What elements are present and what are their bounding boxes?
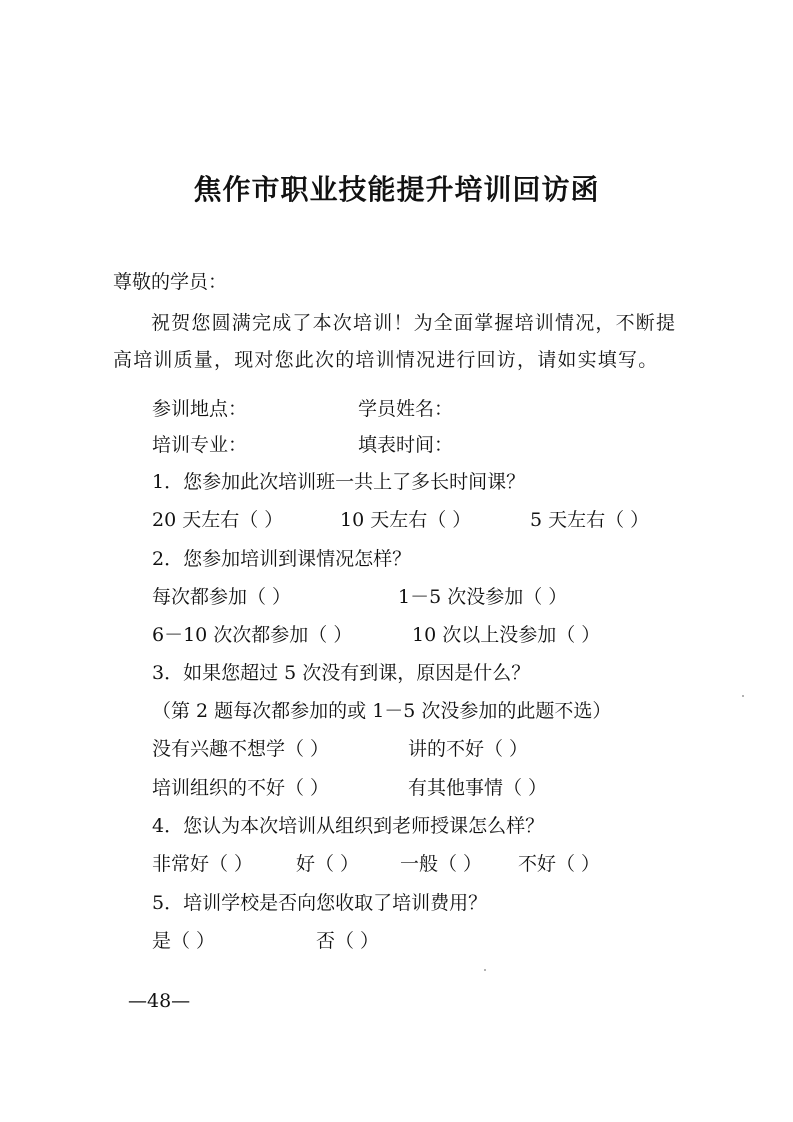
salutation: 尊敬的学员： [113,271,228,293]
question-5: 5．培训学校是否向您收取了培训费用？ [152,892,488,914]
q3-option-other-matters: 有其他事情（ ） [408,777,548,799]
intro-paragraph: 祝贺您圆满完成了本次培训！为全面掌握培训情况，不断提高培训质量，现对您此次的培训情况进行回访，请如实填写。 [113,312,677,371]
q5-option-yes: 是（ ） [152,930,216,952]
q2-option-1-5-missed: 1－5 次没参加（ ） [398,586,568,608]
q2-option-always: 每次都参加（ ） [152,586,292,608]
q1-option-10-days: 10 天左右（ ） [340,509,472,531]
location-label: 参训地点： [152,398,248,420]
question-1: 1．您参加此次培训班一共上了多长时间课？ [152,471,526,493]
q1-option-5-days: 5 天左右（ ） [530,509,650,531]
q4-option-bad: 不好（ ） [518,853,601,875]
page-number: —48— [128,990,191,1012]
q1-option-20-days: 20 天左右（ ） [152,509,284,531]
question-3: 3．如果您超过 5 次没有到课，原因是什么？ [152,662,531,684]
q3-option-bad-organization: 培训组织的不好（ ） [152,777,330,799]
question-3-note: （第 2 题每次都参加的或 1－5 次没参加的此题不选） [152,700,612,722]
q3-option-no-interest: 没有兴趣不想学（ ） [152,738,330,760]
q4-option-average: 一般（ ） [400,853,483,875]
question-2: 2．您参加培训到课情况怎样？ [152,548,412,570]
question-4: 4．您认为本次培训从组织到老师授课怎么样？ [152,815,545,837]
q4-option-good: 好（ ） [296,853,360,875]
document-title: 焦作市职业技能提升培训回访函 [193,173,600,206]
major-label: 培训专业： [152,434,248,456]
name-label: 学员姓名： [358,398,454,420]
q5-option-no: 否（ ） [316,930,380,952]
scan-speck [484,969,486,971]
q2-option-6-10: 6－10 次次都参加（ ） [152,624,353,646]
scan-speck [742,695,744,697]
q4-option-very-good: 非常好（ ） [152,853,254,875]
q2-option-over-10-missed: 10 次以上没参加（ ） [412,624,601,646]
date-label: 填表时间： [358,434,454,456]
q3-option-bad-teaching: 讲的不好（ ） [408,738,529,760]
